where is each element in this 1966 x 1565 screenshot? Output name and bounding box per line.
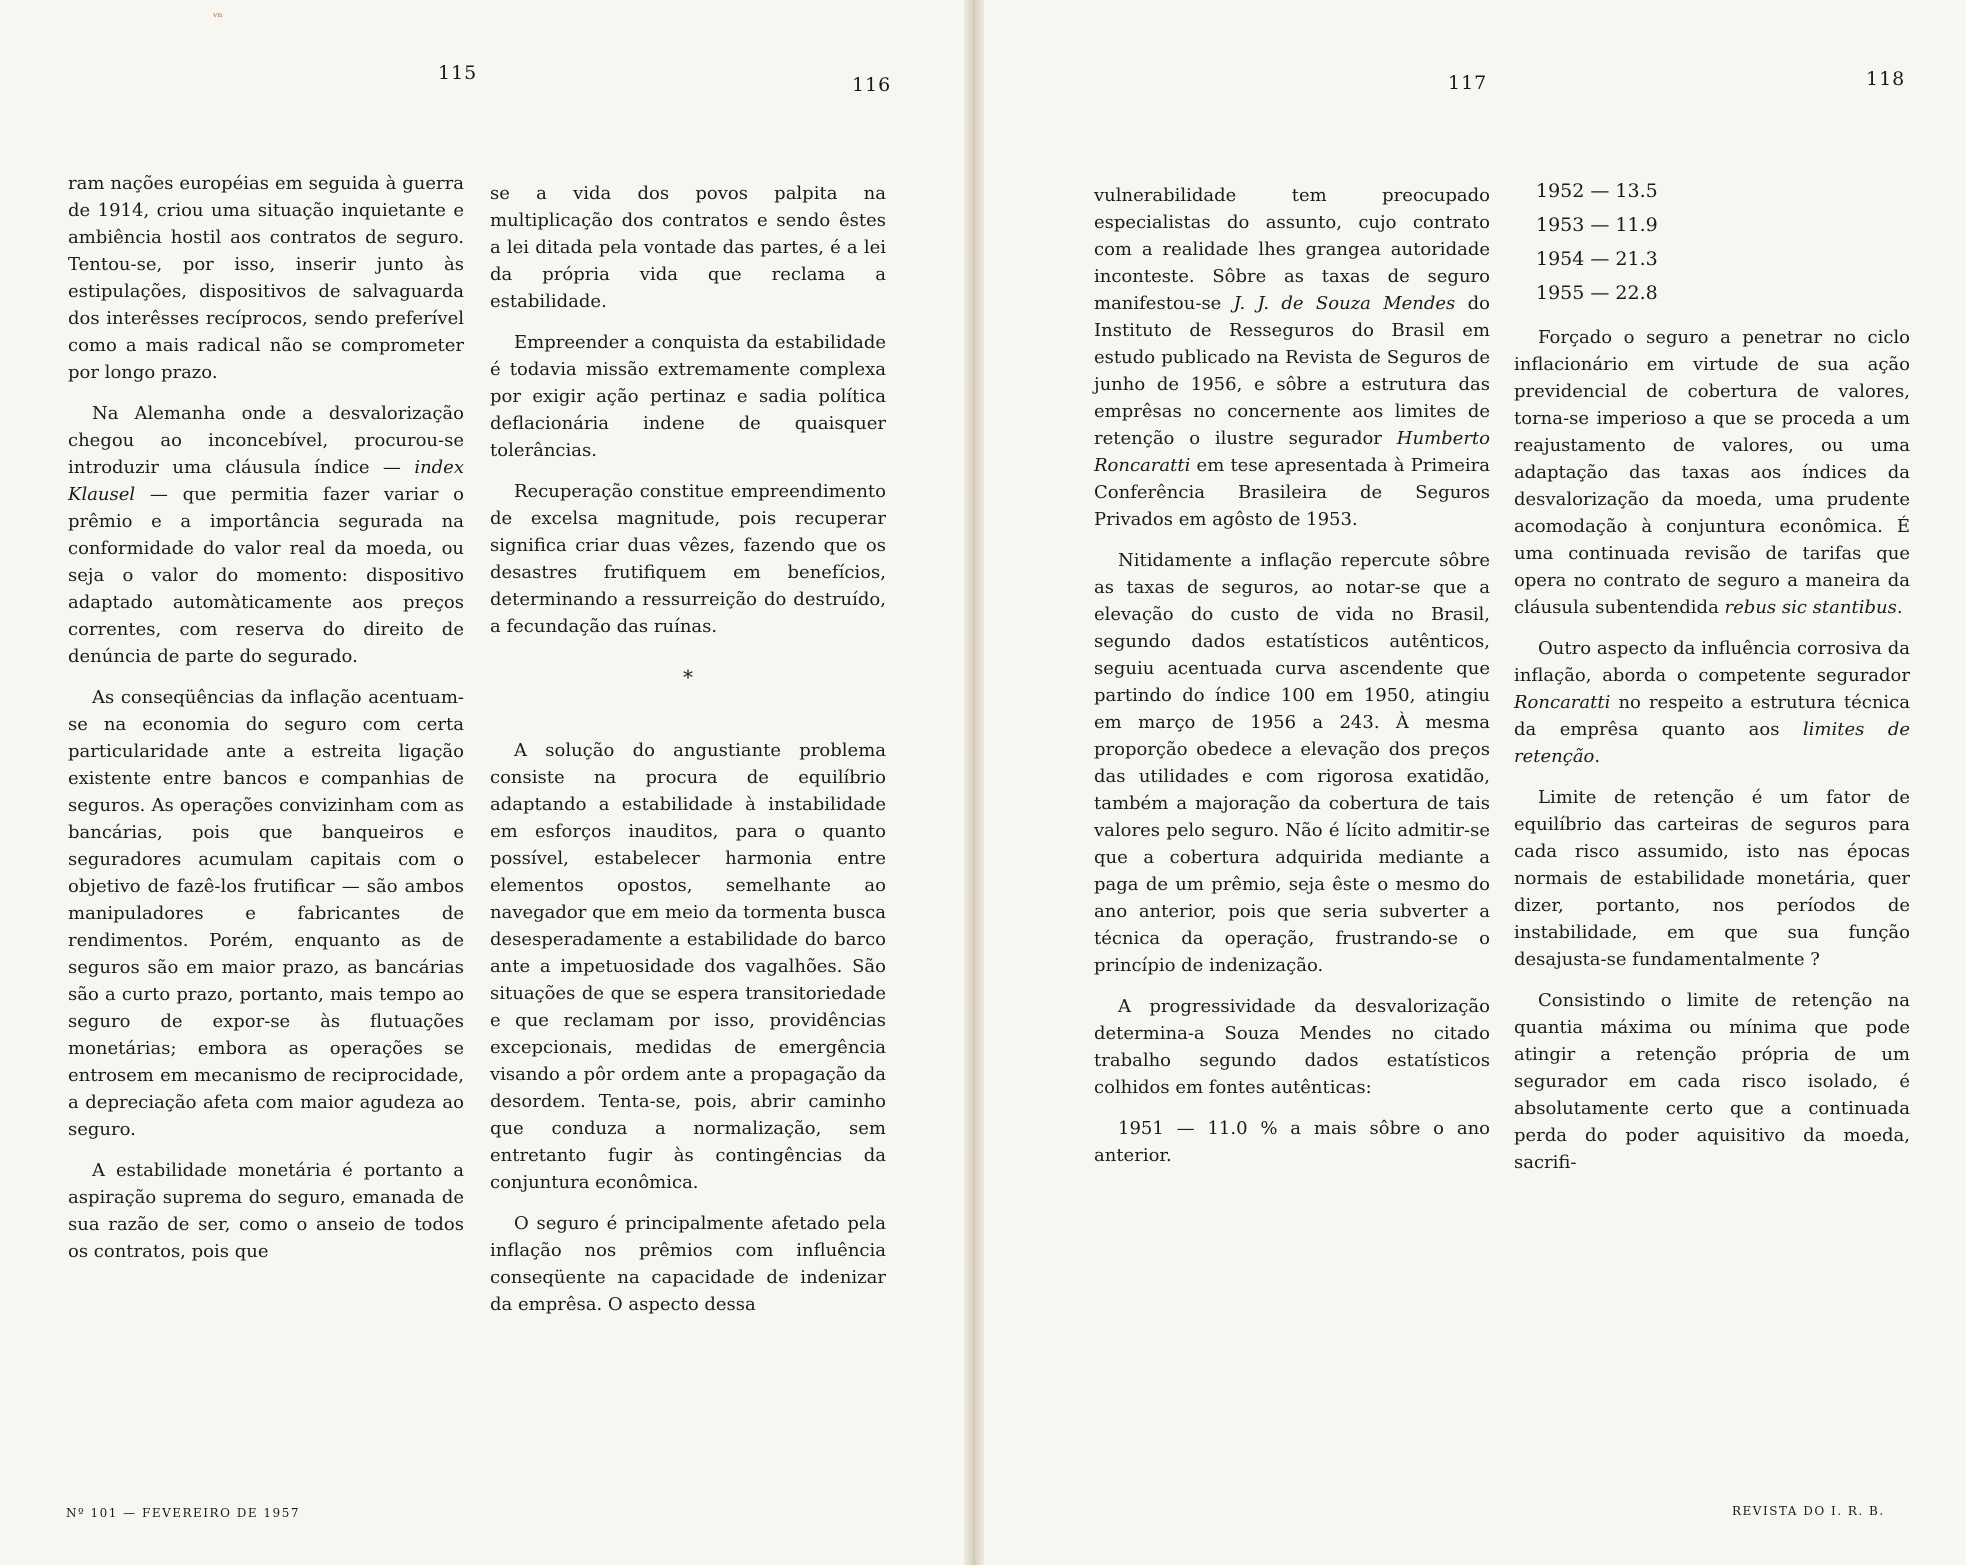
- paper-stain-mark: ᵛⁿ: [213, 10, 223, 24]
- author-name-souza-mendes: J. J. de Souza Mendes: [1233, 293, 1456, 314]
- p118-paragraph-2: Outro aspecto da influência corrosiva da inflação, aborda o competente segurador Roncaratti no respeito a estrutura técnica da emprêsa quanto aos limites de retenção.: [1514, 638, 1911, 767]
- page-118-column: [1514, 174, 1910, 1190]
- p117-paragraph-1: vulnerabilidade tem preocupado especialistas do assunto, cujo contrato com a realidade lhes grangea autoridade inconteste. Sôbre as taxas de seguro manifestou-se J. J. de Souza Mendes do Instituto de Resseguros do Brasil em estudo publicado na Revista de Seguros de junho de 1956, e sôbre a estrutura das emprêsas no concernente aos limites de retenção o ilustre segurador Humberto Roncaratti em tese apresentada à Primeira Conferência Brasileira de Seguros Privados em agôsto de 1953.: [1094, 185, 1490, 530]
- p118-paragraph-1: Forçado o seguro a penetrar no ciclo inflacionário em virtude de sua ação previdencial de cobertura de valores, torna-se imperioso a que se proceda a um reajustamento de valores, ou uma adaptação das taxas aos índices da desvalorização da moeda, uma prudente acomodação à conjuntura econômica. É uma continuada revisão de tarifas que opera no contrato de seguro a maneira da cláusula subentendida rebus sic stantibus.: [1514, 327, 1910, 618]
- footer-journal-name: REVISTA DO I. R. B.: [1732, 1504, 1885, 1518]
- page-number-118: 118: [1866, 68, 1906, 90]
- section-separator: *: [683, 665, 693, 689]
- page-117-column: [1094, 182, 1490, 1183]
- footer-issue-date: Nº 101 — FEVEREIRO DE 1957: [66, 1506, 300, 1520]
- rebus-sic-stantibus-term: rebus sic stantibus: [1724, 597, 1897, 618]
- index-line-1954: 1954 — 21.3: [1536, 248, 1658, 270]
- p117-paragraph-3: A progressividade da desvalorização determina-a Souza Mendes no citado trabalho segundo dados estatísticos colhidos em fontes autênticas:: [1094, 996, 1490, 1098]
- page-number-115: 115: [438, 62, 478, 84]
- p118-paragraph-3: Limite de retenção é um fator de equilíbrio das carteiras de seguros para cada risco assumido, isto nas épocas normais de estabilidade monetária, quer dizer, portanto, nos períodos de instabilidade, em que sua função desajusta-se fundamentalmente ?: [1514, 787, 1910, 970]
- page-number-117: 117: [1448, 72, 1488, 94]
- p116-paragraph-2: Empreender a conquista da estabilidade é todavia missão extremamente complexa por exigir ação pertinaz e sadia política deflacionária indene de quaisquer tolerâncias.: [490, 332, 886, 461]
- p115-paragraph-3: As conseqüências da inflação acentuam-se na economia do seguro com certa particularidade ante a estreita ligação existente entre bancos e companhias de seguros. As operações convizinham com as bancárias, pois que banqueiros e seguradores acumulam capitais com o objetivo de fazê-los frutificar — são ambos manipuladores e fabricantes de rendimentos. Porém, enquanto as de seguros são em maior prazo, as bancárias são a curto prazo, portanto, mais tempo ao seguro de expor-se às flutuações monetárias; embora as operações se entrosem em mecanismo de reciprocidade, a depreciação afeta com maior agudeza ao seguro.: [68, 687, 464, 1140]
- page-115-column: [68, 170, 464, 1279]
- index-line-1953: 1953 — 11.9: [1536, 214, 1658, 236]
- page-number-116: 116: [852, 74, 892, 96]
- p116-paragraph-3: Recuperação constitue empreendimento de excelsa magnitude, pois recuperar significa criar duas vêzes, fazendo que os desastres frutifiquem em benefícios, determinando a ressurreição do destruído, a fecundação das ruínas.: [490, 481, 886, 637]
- p115-paragraph-1: ram nações européias em seguida à guerra de 1914, criou uma situação inquietante e ambiência hostil aos contratos de seguro. Tentou-se, por isso, inserir junto às estipulações, dispositivos de salvaguarda dos interêsses recíprocos, sendo preferível como a mais radical não se comprometer por longo prazo.: [68, 173, 464, 383]
- p117-paragraph-2: Nitidamente a inflação repercute sôbre as taxas de seguros, ao notar-se que a elevação do custo de vida no Brasil, segundo dados estatísticos autênticos, seguiu acentuada curva ascendente que partindo do índice 100 em 1950, atingiu em março de 1956 a 243. À mesma proporção obedece a elevação dos preços das utilidades e com rigorosa exatidão, também a majoração da cobertura de tais valores pelo seguro. Não é lícito admitir-se que a cobertura adquirida mediante a paga de um prêmio, seja êste o mesmo do ano anterior, pois que seria subverter a técnica da operação, frustrando-se o princípio de indenização.: [1094, 550, 1490, 976]
- p117-paragraph-4: 1951 — 11.0 % a mais sôbre o ano anterior.: [1094, 1118, 1490, 1166]
- limites-de-retencao-term: limites de retenção: [1514, 719, 1911, 767]
- index-klausel-term: index Klausel: [68, 457, 464, 505]
- page-116-column: [490, 180, 886, 1332]
- book-gutter: [964, 0, 984, 1565]
- p116-paragraph-5: O seguro é principalmente afetado pela inflação nos prêmios com influência conseqüente na capacidade de indenizar da emprêsa. O aspecto dessa: [490, 1213, 886, 1315]
- p116-paragraph-1: se a vida dos povos palpita na multiplicação dos contratos e sendo êstes a lei ditada pela vontade das partes, é a lei da própria vida que reclama a estabilidade.: [490, 183, 886, 312]
- roncaratti-name: Roncaratti: [1514, 692, 1611, 713]
- p115-paragraph-2: Na Alemanha onde a desvalorização chegou ao inconcebível, procurou-se introduzir uma cláusula índice — index Klausel — que permitia fazer variar o prêmio e a importância segurada na conformidade do valor real da moeda, ou seja o valor do momento: dispositivo adaptado automàticamente aos preços correntes, com reserva do direito de denúncia de parte do segurado.: [68, 403, 464, 667]
- index-line-1955: 1955 — 22.8: [1536, 282, 1658, 304]
- p116-paragraph-4: A solução do angustiante problema consiste na procura de equilíbrio adaptando a estabilidade à instabilidade em esforços inauditos, para o quanto possível, estabelecer harmonia entre elementos opostos, semelhante ao navegador que em meio da tormenta busca desesperadamente a estabilidade do barco ante a impetuosidade dos vagalhões. São situações de que se espera transitoriedade e que reclamam por isso, providências excepcionais, medidas de emergência visando a pôr ordem ante a propagação da desordem. Tenta-se, pois, abrir caminho que conduza a normalização, sem entretanto fugir às contingências da conjuntura econômica.: [490, 740, 886, 1193]
- index-line-1952: 1952 — 13.5: [1536, 180, 1658, 202]
- author-name-roncaratti: Humberto Roncaratti: [1094, 428, 1490, 476]
- p118-paragraph-4: Consistindo o limite de retenção na quantia máxima ou mínima que pode atingir a retenção própria de um segurador em cada risco isolado, é absolutamente certo que a continuada perda do poder aquisitivo da moeda, sacrifi-: [1514, 990, 1910, 1173]
- p115-paragraph-4: A estabilidade monetária é portanto a aspiração suprema do seguro, emanada de sua razão de ser, como o anseio de todos os contratos, pois que: [68, 1160, 464, 1262]
